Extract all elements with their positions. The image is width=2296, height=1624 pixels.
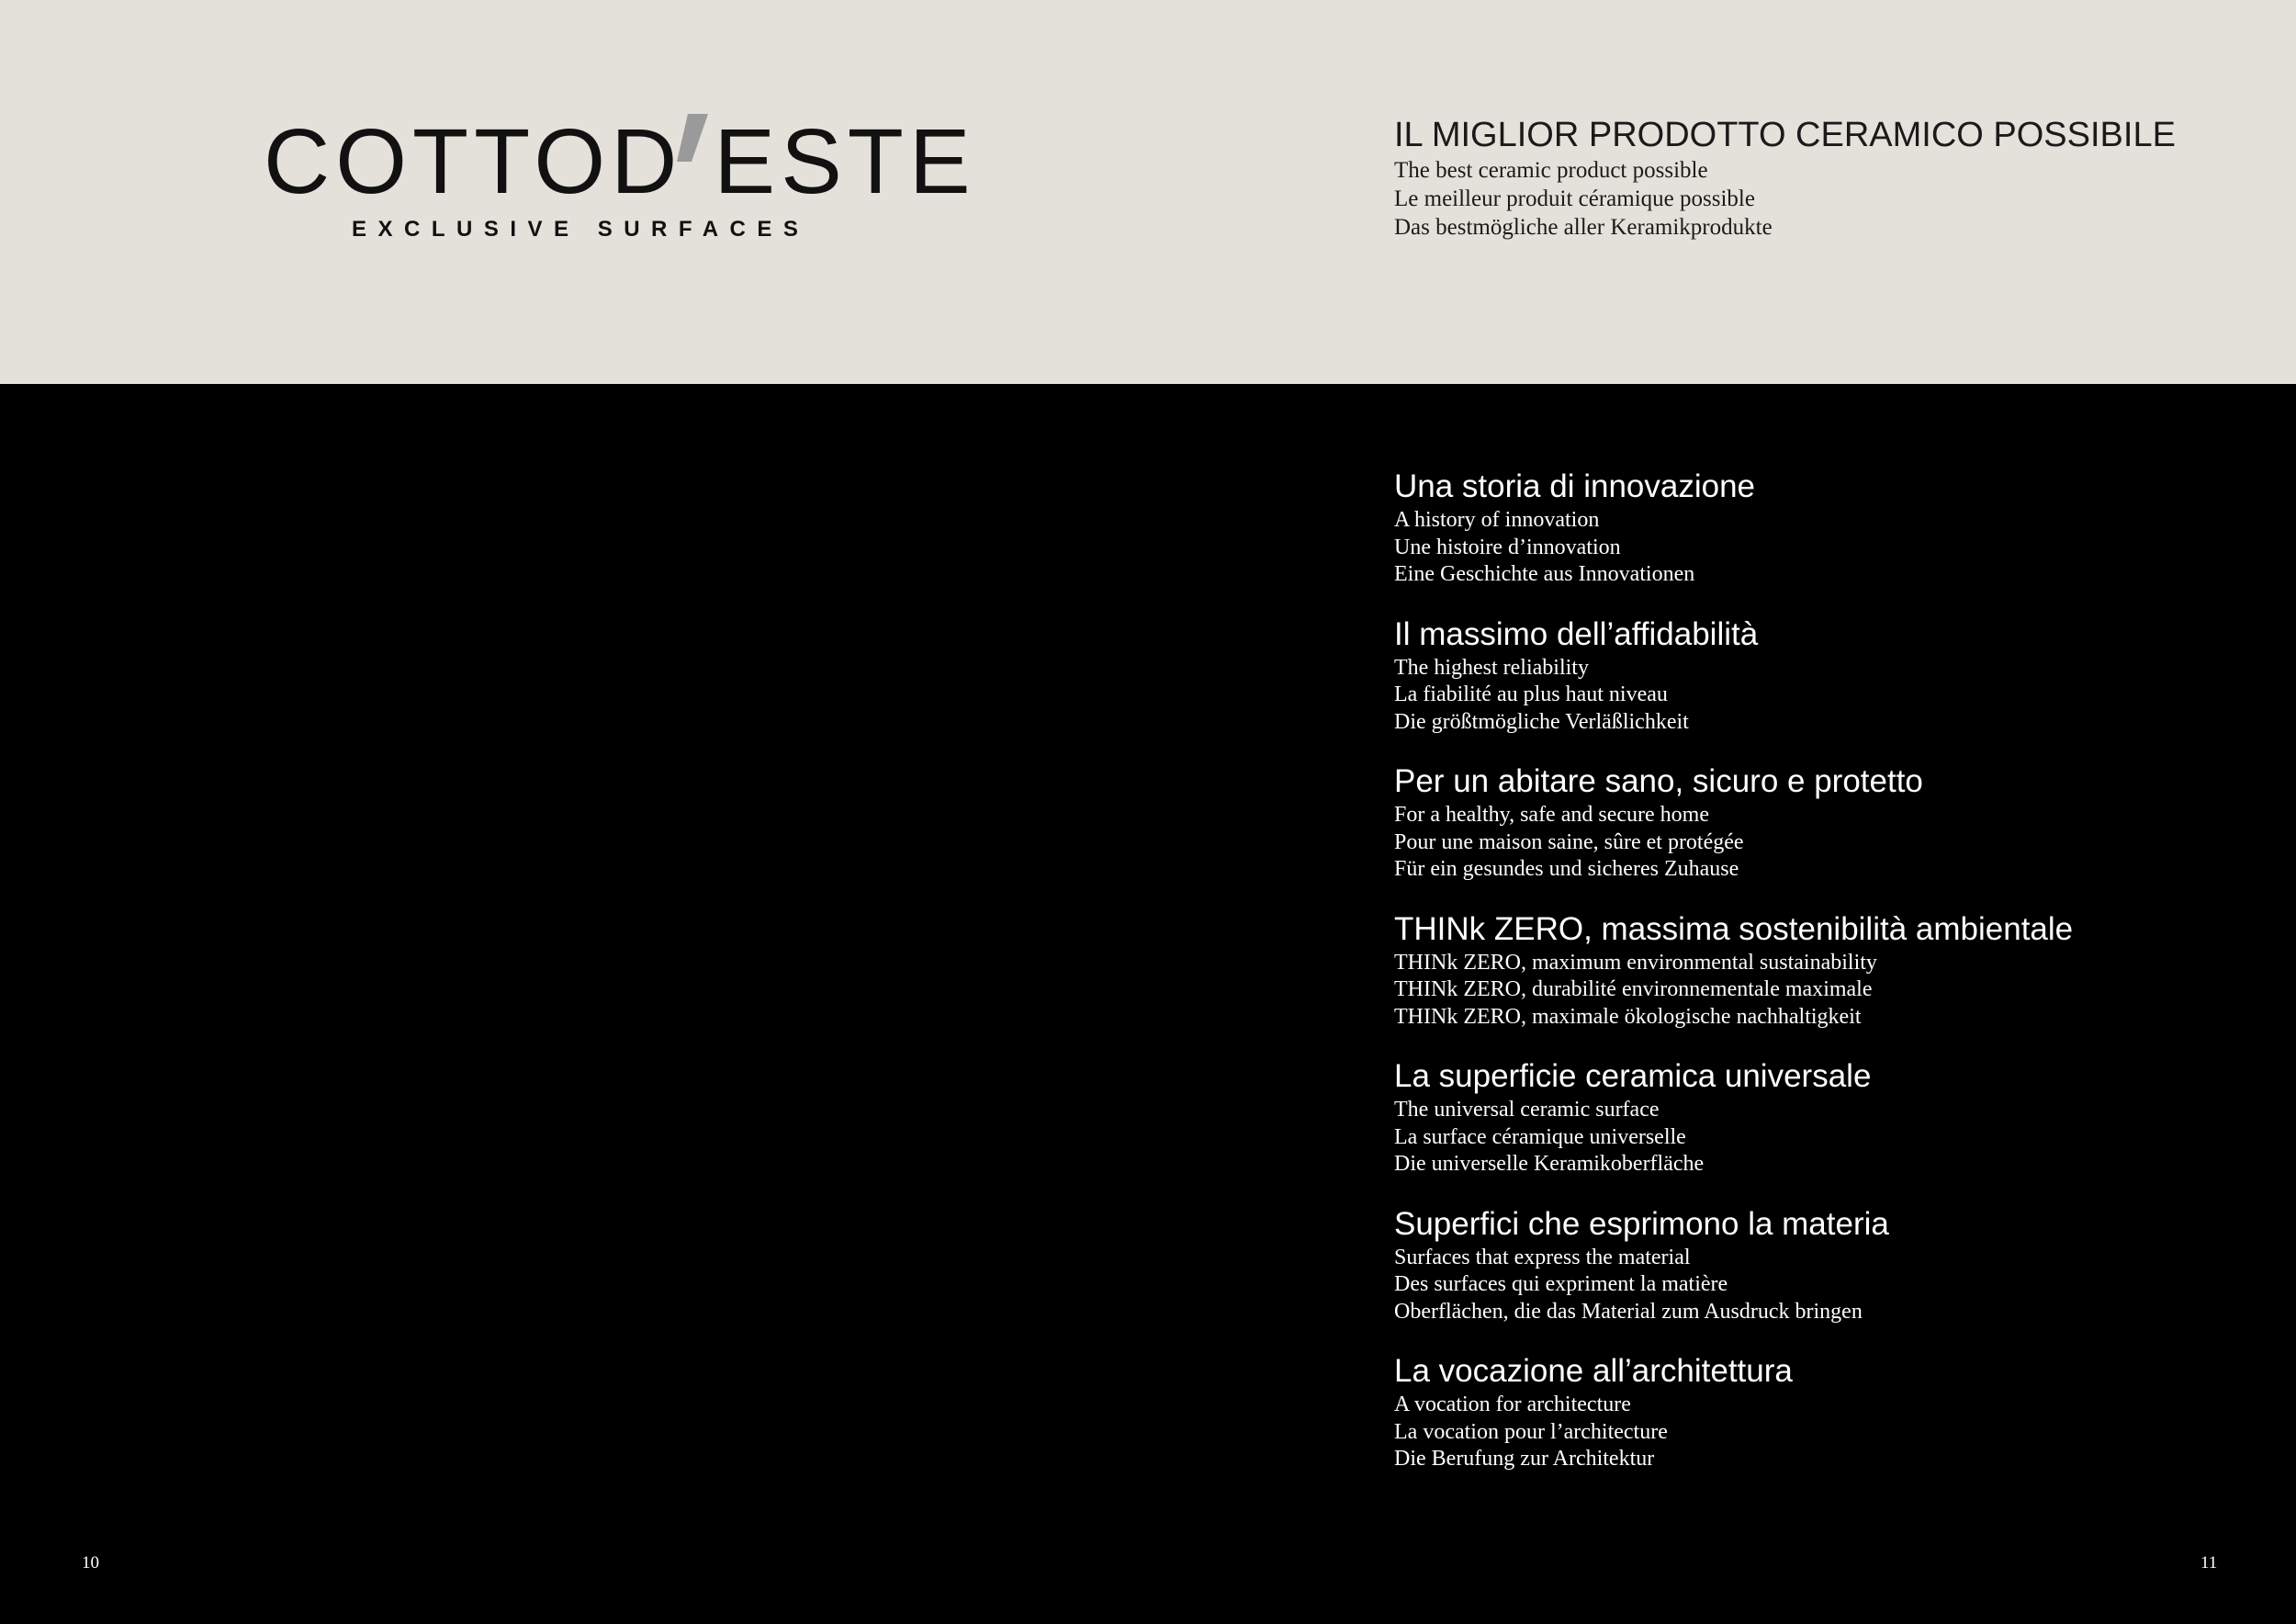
topic-line: Die universelle Keramikoberfläche <box>1394 1152 1705 1176</box>
topic-title: Per un abitare sano, sicuro e protetto <box>1394 763 1923 799</box>
topic-line: Une histoire d’innovation <box>1394 535 1621 559</box>
page-number-left: 10 <box>82 1553 99 1573</box>
topic-title: Una storia di innovazione <box>1394 468 1756 504</box>
logo-wordmark-start: COTTOD <box>264 110 683 213</box>
topic-line: La vocation pour l’architecture <box>1394 1419 1668 1444</box>
tagline-block <box>1394 114 2221 242</box>
logo-wordmark-end: ESTE <box>714 110 976 213</box>
topic-line: Für ein gesundes und sicheres Zuhause <box>1394 857 1739 881</box>
tagline-line: The best ceramic product possible <box>1394 158 1708 183</box>
topic-title: La vocazione all’architettura <box>1394 1353 1793 1389</box>
topic-item <box>1394 615 2239 737</box>
topic-item <box>1394 1204 2239 1326</box>
topic-line: Surfaces that express the material <box>1394 1245 1691 1269</box>
topic-line: THINk ZERO, maximale ökologische nachhaltigkeit <box>1394 1004 1862 1029</box>
topic-title: La superficie ceramica universale <box>1394 1058 1872 1094</box>
topic-item <box>1394 1056 2239 1179</box>
brand-logo <box>264 108 976 255</box>
tagline-title: IL MIGLIOR PRODOTTO CERAMICO POSSIBILE <box>1394 116 2176 154</box>
topic-line: Eine Geschichte aus Innovationen <box>1394 562 1695 586</box>
tagline-line: Le meilleur produit céramique possible <box>1394 186 1755 211</box>
topic-line: The universal ceramic surface <box>1394 1098 1660 1122</box>
topic-item <box>1394 467 2239 589</box>
topic-line: A history of innovation <box>1394 508 1600 532</box>
topic-line: Oberflächen, die das Material zum Ausdruck bringen <box>1394 1299 1863 1324</box>
topic-item <box>1394 761 2239 884</box>
topic-line: For a healthy, safe and secure home <box>1394 803 1709 827</box>
logo-wordmark <box>264 110 976 213</box>
topic-line: THINk ZERO, durabilité environnementale maximale <box>1394 977 1873 1001</box>
topic-line: The highest reliability <box>1394 655 1589 680</box>
topic-line: A vocation for architecture <box>1394 1393 1631 1416</box>
page-number-right: 11 <box>2200 1553 2218 1573</box>
topic-line: La surface céramique universelle <box>1394 1124 1686 1149</box>
topic-title: Il massimo dell’affidabilità <box>1394 615 1759 652</box>
topic-line: Pour une maison saine, sûre et protégée <box>1394 829 1744 854</box>
tagline-line: Das bestmögliche aller Keramikprodukte <box>1394 215 1773 240</box>
topic-line: Die Berufung zur Architektur <box>1394 1447 1655 1471</box>
logo-subtitle: EXCLUSIVE SURFACES <box>352 217 810 242</box>
topic-title: Superfici che esprimono la materia <box>1394 1205 1889 1242</box>
topic-line: La fiabilité au plus haut niveau <box>1394 682 1668 706</box>
topic-line: Die größtmögliche Verläßlichkeit <box>1394 709 1689 734</box>
topic-list <box>1394 467 2239 1499</box>
logo-apostrophe-icon <box>668 108 714 173</box>
topic-title: THINk ZERO, massima sostenibilità ambientale <box>1394 910 2074 947</box>
topic-item <box>1394 909 2239 1032</box>
topic-line: Des surfaces qui expriment la matière <box>1394 1272 1728 1296</box>
topic-line: THINk ZERO, maximum environmental sustainability <box>1394 950 1877 975</box>
topic-item <box>1394 1351 2239 1473</box>
